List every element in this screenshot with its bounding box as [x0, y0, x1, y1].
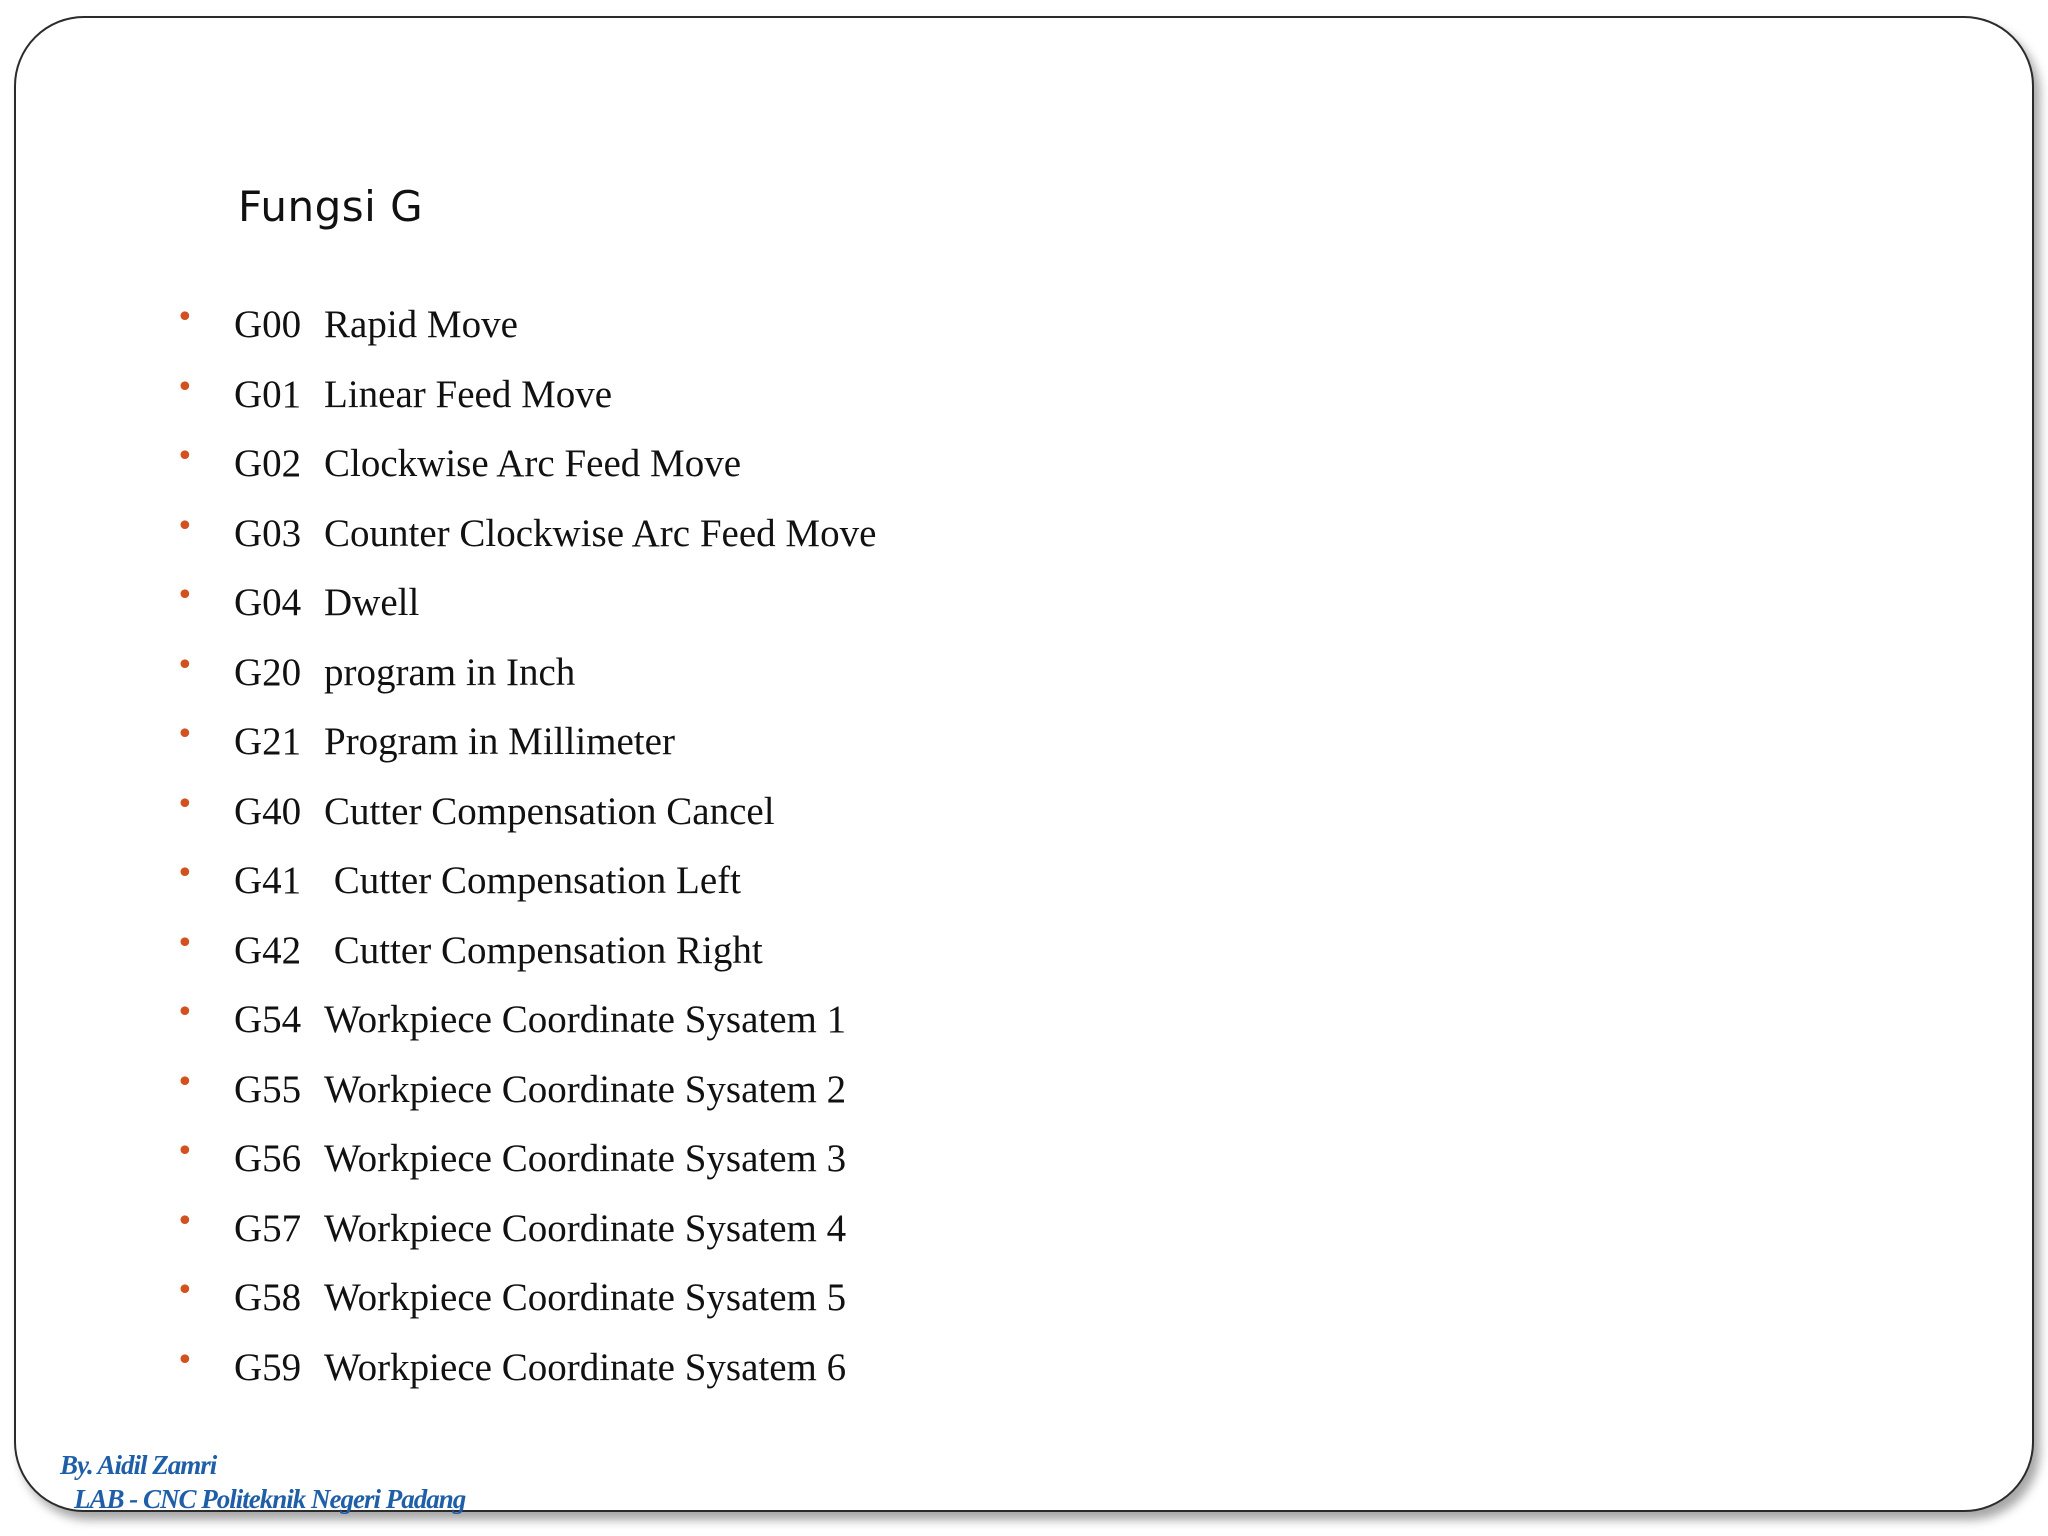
list-item — [176, 1199, 876, 1269]
g-code: G57 — [234, 1206, 302, 1250]
bullet-icon: • — [176, 578, 194, 613]
list-item — [176, 1060, 876, 1130]
g-code-description: Linear Feed Move — [324, 372, 613, 416]
list-item — [176, 921, 876, 991]
g-code-description: Dwell — [324, 581, 420, 624]
g-code: G56 — [234, 1137, 302, 1180]
list-item — [176, 1268, 876, 1338]
g-code-description: Clockwise Arc Feed Move — [324, 442, 742, 485]
bullet-icon: • — [176, 300, 194, 335]
g-code: G59 — [234, 1345, 302, 1389]
g-code: G21 — [234, 720, 302, 763]
list-item — [176, 1338, 876, 1408]
list-item — [176, 573, 876, 643]
slide-title: Fungsi G — [238, 182, 424, 231]
list-item — [176, 504, 876, 574]
g-code-description: Workpiece Coordinate Sysatem 2 — [324, 1067, 847, 1111]
g-code: G00 — [234, 303, 302, 346]
g-code: G40 — [234, 789, 302, 833]
g-code: G41 — [234, 859, 302, 902]
g-code-list — [176, 295, 876, 1407]
bullet-icon: • — [176, 1203, 194, 1239]
list-item — [176, 365, 876, 435]
g-code-description: Cutter Compensation Cancel — [324, 789, 775, 833]
list-item — [176, 1129, 876, 1199]
bullet-icon: • — [176, 856, 194, 891]
bullet-icon: • — [176, 717, 194, 752]
g-code-description: Workpiece Coordinate Sysatem 6 — [324, 1345, 847, 1389]
bullet-icon: • — [176, 786, 194, 822]
g-code-description: Cutter Compensation Right — [324, 928, 763, 972]
list-item — [176, 643, 876, 713]
g-code: G02 — [234, 442, 302, 485]
g-code-description: Workpiece Coordinate Sysatem 5 — [324, 1276, 847, 1319]
list-item — [176, 990, 876, 1060]
bullet-icon: • — [176, 1134, 194, 1169]
bullet-icon: • — [176, 439, 194, 474]
footer-credit — [60, 1448, 465, 1516]
g-code-description: Workpiece Coordinate Sysatem 1 — [324, 998, 847, 1041]
g-code: G42 — [234, 928, 302, 972]
g-code: G58 — [234, 1276, 302, 1319]
bullet-icon: • — [176, 1273, 194, 1308]
g-code-description: Workpiece Coordinate Sysatem 4 — [324, 1206, 847, 1250]
g-code: G20 — [234, 650, 302, 694]
footer-author: By. Aidil Zamri — [60, 1450, 217, 1480]
g-code-description: Rapid Move — [324, 303, 518, 346]
g-code: G55 — [234, 1067, 302, 1111]
list-item — [176, 851, 876, 921]
g-code-description: Program in Millimeter — [324, 720, 675, 763]
list-item — [176, 434, 876, 504]
bullet-icon: • — [176, 1342, 194, 1378]
g-code-description: program in Inch — [324, 650, 576, 694]
list-item — [176, 295, 876, 365]
footer-lab: LAB - CNC Politeknik Negeri Padang — [74, 1484, 466, 1514]
list-item — [176, 712, 876, 782]
g-code: G54 — [234, 998, 302, 1041]
g-code: G03 — [234, 511, 302, 555]
g-code: G01 — [234, 372, 302, 416]
g-code-description: Workpiece Coordinate Sysatem 3 — [324, 1137, 847, 1180]
bullet-icon: • — [176, 508, 194, 544]
g-code: G04 — [234, 581, 302, 624]
bullet-icon: • — [176, 1064, 194, 1100]
bullet-icon: • — [176, 925, 194, 961]
g-code-description: Counter Clockwise Arc Feed Move — [324, 511, 877, 555]
bullet-icon: • — [176, 369, 194, 405]
bullet-icon: • — [176, 647, 194, 683]
g-code-description: Cutter Compensation Left — [324, 859, 742, 902]
list-item — [176, 782, 876, 852]
bullet-icon: • — [176, 995, 194, 1030]
